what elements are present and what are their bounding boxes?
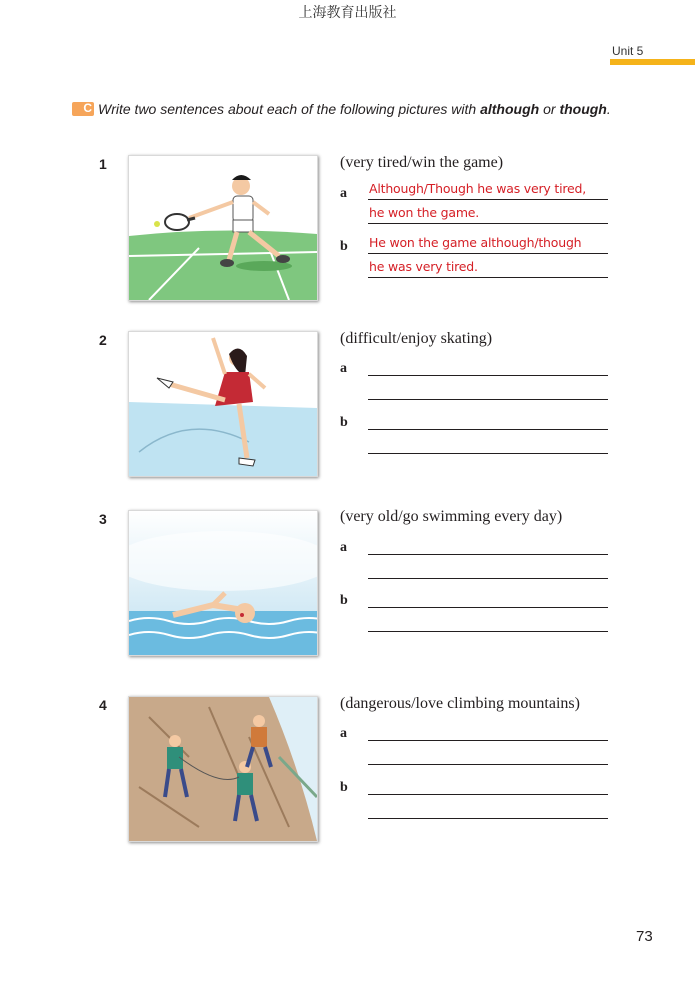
publisher-header: 上海教育出版社 bbox=[298, 5, 397, 21]
exercise-instruction bbox=[72, 101, 611, 117]
item-prompt: (dangerous/love climbing mountains) bbox=[340, 695, 580, 712]
answer-line bbox=[368, 453, 608, 454]
answer-text: Although/Though he was very tired, bbox=[369, 181, 587, 196]
item-prompt: (very tired/win the game) bbox=[340, 154, 504, 171]
answer-line bbox=[368, 223, 608, 224]
section-badge bbox=[72, 102, 94, 116]
unit-accent-bar bbox=[610, 59, 695, 65]
item-prompt: (very old/go swimming every day) bbox=[340, 508, 563, 525]
instruction-keyword-although: although bbox=[480, 101, 540, 117]
instruction-text-2: or bbox=[539, 101, 560, 117]
answer-letter-a: a bbox=[340, 540, 347, 555]
tennis-player-picture bbox=[128, 155, 318, 301]
item-number: 1 bbox=[99, 156, 107, 172]
answer-letter-b: b bbox=[340, 593, 348, 608]
answer-letter-b: b bbox=[340, 780, 348, 795]
answer-line bbox=[368, 740, 608, 741]
instruction-text-3: . bbox=[606, 101, 611, 117]
answer-letter-a: a bbox=[340, 361, 347, 376]
mountain-climbers-picture bbox=[128, 696, 318, 842]
item-number: 2 bbox=[99, 332, 107, 348]
answer-line bbox=[368, 399, 608, 400]
answer-letter-a: a bbox=[340, 726, 347, 741]
item-number: 4 bbox=[99, 697, 107, 713]
item-prompt: (difficult/enjoy skating) bbox=[340, 330, 493, 347]
answer-line bbox=[368, 375, 608, 376]
answer-text: he was very tired. bbox=[369, 259, 478, 274]
instruction-text-1: Write two sentences about each of the following pictures with bbox=[98, 101, 481, 117]
section-badge-letter: C bbox=[83, 101, 92, 115]
answer-line bbox=[368, 578, 608, 579]
page-number: 73 bbox=[636, 928, 653, 945]
answer-letter-b: b bbox=[340, 239, 348, 254]
unit-label: Unit 5 bbox=[612, 44, 644, 58]
answer-line bbox=[368, 818, 608, 819]
answer-line bbox=[368, 607, 608, 608]
answer-line bbox=[368, 554, 608, 555]
answer-line bbox=[368, 764, 608, 765]
answer-line bbox=[368, 794, 608, 795]
instruction-keyword-though: though bbox=[559, 101, 607, 117]
answer-letter-a: a bbox=[340, 186, 347, 201]
answer-line bbox=[368, 631, 608, 632]
answer-line bbox=[368, 429, 608, 430]
answer-text: he won the game. bbox=[369, 205, 480, 220]
answer-line bbox=[368, 199, 608, 200]
swimmer-picture bbox=[128, 510, 318, 656]
answer-text: He won the game although/though bbox=[369, 235, 582, 250]
item-number: 3 bbox=[99, 511, 107, 527]
answer-line bbox=[368, 277, 608, 278]
skater-picture bbox=[128, 331, 318, 477]
answer-line bbox=[368, 253, 608, 254]
answer-letter-b: b bbox=[340, 415, 348, 430]
